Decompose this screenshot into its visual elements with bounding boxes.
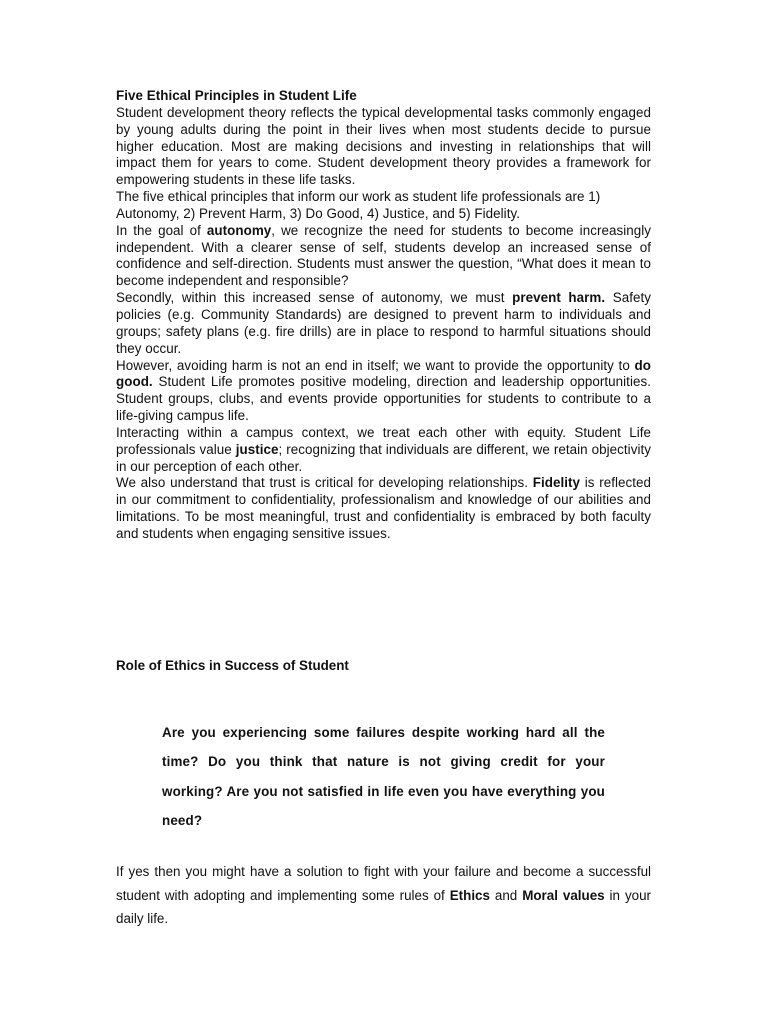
text-run: If yes then you might have a solution to fight with your failure and become a successful student with adopting and implementing some rules of [116,864,651,903]
text-run: In the goal of [116,222,207,238]
answer-paragraph [116,860,651,931]
bold-term-ethics: Ethics [449,887,490,903]
prevent-harm-paragraph [116,290,651,357]
bold-term-autonomy: autonomy [206,222,272,238]
section-title: Role of Ethics in Success of Student [116,658,349,673]
text-run: and [489,887,523,903]
text-run: , we recognize the need for students to become increasingly independent. With a clearer sense of self, students develop an increased sense of confidence and self-direction. Students must answer the question, “What does it mean to become independent and responsible? [116,222,651,289]
bold-term-prevent-harm: prevent harm. [512,290,606,306]
bold-term-fidelity: Fidelity [532,475,581,491]
text-run: We also understand that trust is critical for developing relationships. [116,475,533,491]
principles-list-paragraph: The five ethical principles that inform our work as student life professionals are 1) Autonomy, 2) Prevent Harm, 3) Do Good, 4) Justice, and 5) Fidelity. [116,189,601,221]
questions-paragraph: Are you experiencing some failures despite working hard all the time? Do you think that nature is not giving credit for your working? Are you not satisfied in life even you have everything you need? [162,725,605,829]
text-run: Safety policies (e.g. Community Standards) are designed to prevent harm to individuals and groups; safety plans (e.g. fire drills) are in place to respond to harmful situations should they occur. [116,290,651,356]
bold-term-do-good: do good. [116,357,651,390]
section-title: Five Ethical Principles in Student Life [116,88,357,103]
text-run: Interacting within a campus context, we treat each other with equity. Student Life professionals value [116,424,651,457]
bold-term-justice: justice [235,441,279,457]
bold-term-moral-values: Moral values [522,887,605,903]
fidelity-paragraph [116,475,651,542]
text-run: ; recognizing that individuals are different, we retain objectivity in our perception of each other. [116,441,651,474]
autonomy-paragraph [116,223,651,290]
text-run: Student Life promotes positive modeling, direction and leadership opportunities. Student groups, clubs, and events provide opportunities for students to contribute to a life-giving campus life. [116,374,651,424]
text-run: Secondly, within this increased sense of autonomy, we must [116,290,513,306]
do-good-paragraph [116,358,651,425]
five-principles-section [116,88,651,543]
justice-paragraph [116,425,651,476]
text-run: in your daily life. [116,887,651,926]
text-run: However, avoiding harm is not an end in itself; we want to provide the opportunity to [116,357,635,373]
text-run: is reflected in our commitment to confidentiality, professionalism and knowledge of our abilities and limitations. To be most meaningful, trust and confidentiality is embraced by both faculty and students when engaging sensitive issues. [116,475,651,541]
intro-paragraph: Student development theory reflects the typical developmental tasks commonly engaged by young adults during the point in their lives when most students decide to pursue higher education. Most are making decisions and investing in relationships that will impact them for years to come. Student development theory provides a framework for empowering students in these life tasks. [116,104,651,188]
